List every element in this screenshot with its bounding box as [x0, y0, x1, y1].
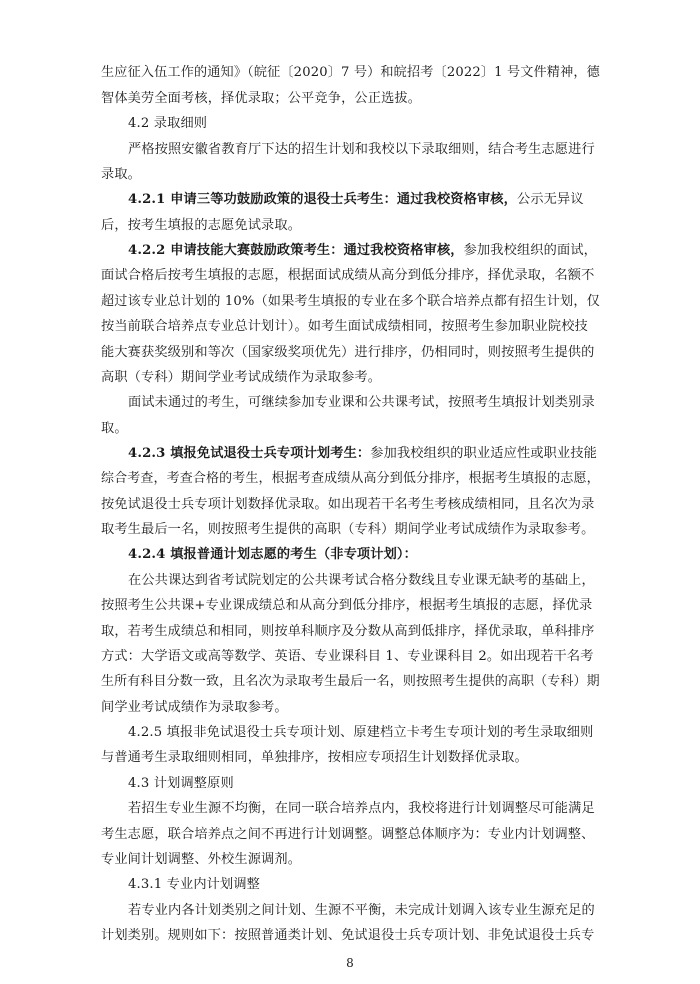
text-line: 若招生专业生源不均衡，在同一联合培养点内，我校将进行计划调整尽可能满足 — [128, 801, 595, 816]
text-line: 取，若考生成绩总和相同，则按单科顺序及分数从高到低排序，择优录取，单科排序 — [101, 624, 595, 639]
bold-run: 4.2.1 申请三等功鼓励政策的退役士兵考生：通过我校资格审核， — [128, 192, 517, 207]
page-number: 8 — [346, 956, 354, 970]
text-line: 方式：大学语文或高等数学、英语、专业课科目 1、专业课科目 2。如出现若干名考 — [101, 649, 594, 664]
text-line: 4.2.3 填报免试退役士兵专项计划考生：参加我校组织的职业适应性或职业技能 — [128, 446, 598, 461]
text-line: 按免试退役士兵专项计划数择优录取。如出现若干名考生考核成绩相同，且名次为录 — [101, 497, 595, 512]
text-line: 4.2.5 填报非免试退役士兵专项计划、原建档立卡考生专项计划的考生录取细则 — [128, 725, 594, 740]
text-line: 严格按照安徽省教育厅下达的招生计划和我校以下录取细则，结合考生志愿进行 — [128, 142, 595, 157]
text-line: 计划类别。规则如下：按照普通类计划、免试退役士兵专项计划、非免试退役士兵专 — [101, 928, 595, 943]
bold-run: 4.2.3 填报免试退役士兵专项计划考生： — [128, 446, 371, 461]
text-line: 录取。 — [101, 167, 142, 182]
text-line: 与普通考生录取细则相同，单独排序，按相应专项招生计划数择优录取。 — [101, 750, 528, 765]
text-line: 专业间计划调整、外校生源调剂。 — [101, 852, 302, 867]
text-line: 若专业内各计划类别之间计划、生源不平衡，未完成计划调入该专业生源充足的 — [128, 903, 595, 918]
bold-run: 4.2.2 申请技能大赛鼓励政策考生：通过我校资格审核， — [128, 243, 464, 258]
text-line: 按照考生公共课+专业课成绩总和从高分到低分排序，根据考生填报的志愿，择优录 — [101, 598, 593, 613]
text-line: 能大赛获奖级别和等次（国家级奖项优先）进行排序，仍相同时，则按照考生提供的 — [101, 345, 595, 360]
text-line: 智体美劳全面考核，择优录取；公平竞争，公正选拔。 — [101, 91, 422, 106]
text-line: 高职（专科）期间学业考试成绩作为录取参考。 — [101, 370, 382, 385]
text-line: 面试合格后按考生填报的志愿，根据面试成绩从高分到低分排序，择优录取，名额不 — [101, 268, 595, 283]
text-line: 面试未通过的考生，可继续参加专业课和公共课考试，按照考生填报计划类别录 — [128, 395, 595, 410]
section-heading: 4.3 计划调整原则 — [128, 776, 234, 791]
text-line — [128, 546, 417, 564]
text-line: 生所有科目分数一致，且名次为录取考生最后一名，则按照考生提供的高职（专科）期 — [101, 674, 600, 689]
text-line: 间学业考试成绩作为录取参考。 — [101, 700, 288, 715]
section-heading: 4.2 录取细则 — [128, 116, 208, 131]
text-line: 后，按考生填报的志愿免试录取。 — [101, 218, 302, 233]
text-line: 4.2.1 申请三等功鼓励政策的退役士兵考生：通过我校资格审核，公示无异议 — [128, 192, 584, 207]
text-line: 超过该专业总计划的 10%（如果考生填报的专业在多个联合培养点都有招生计划，仅 — [101, 294, 600, 309]
text-line: 按当前联合培养点专业总计划计）。如考生面试成绩相同，按照考生参加职业院校技 — [101, 319, 588, 334]
section-heading: 4.3.1 专业内计划调整 — [128, 877, 261, 892]
bold-run: 4.2.4 填报普通计划志愿的考生（非专项计划）： — [128, 547, 418, 562]
text-line: 4.2.2 申请技能大赛鼓励政策考生：通过我校资格审核，参加我校组织的面试， — [128, 243, 597, 258]
text-line: 综合考查，考查合格的考生，根据考查成绩从高分到低分排序，根据考生填报的志愿， — [101, 471, 600, 486]
text-line: 取考生最后一名，则按照考生提供的高职（专科）期间学业考试成绩作为录取参考。 — [101, 522, 595, 537]
text-line: 考生志愿，联合培养点之间不再进行计划调整。调整总体顺序为：专业内计划调整、 — [101, 827, 595, 842]
text-line: 取。 — [101, 421, 128, 436]
text-line: 在公共课达到省考试院划定的公共课考试合格分数线且专业课无缺考的基础上， — [128, 573, 595, 588]
text-line: 生应征入伍工作的通知》（皖征〔2020〕7 号）和皖招考〔2022〕1 号文件精神，德 — [101, 65, 600, 80]
